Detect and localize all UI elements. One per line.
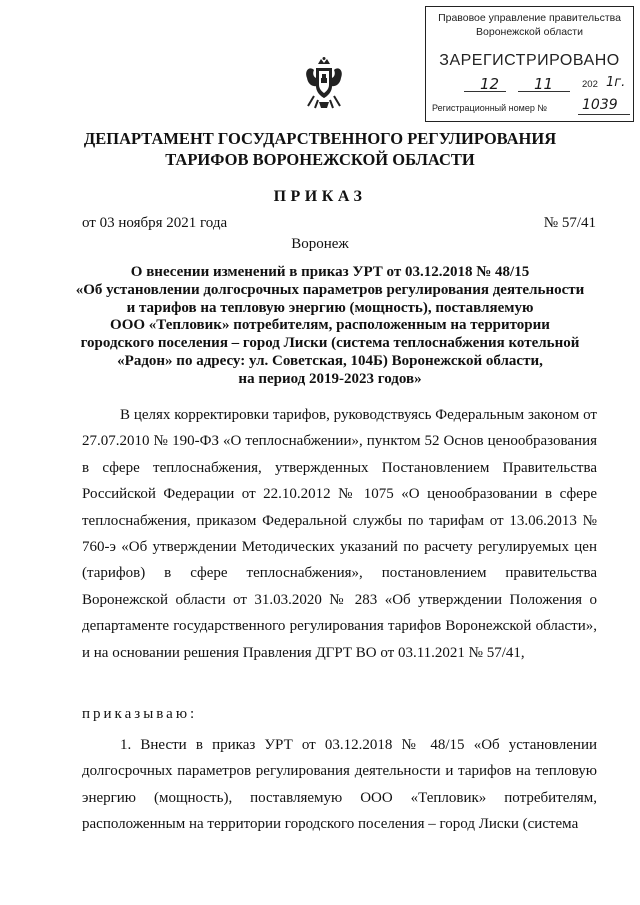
order-command: приказываю: bbox=[82, 706, 198, 722]
order-date: от 03 ноября 2021 года bbox=[82, 215, 228, 231]
stamp-organization bbox=[426, 11, 633, 39]
title-line: городского поселения – город Лиски (система теплоснабжения котельной bbox=[80, 335, 580, 352]
preamble-paragraph: В целях корректировки тарифов, руководствуясь Федеральным законом от 27.07.2010 № 190-ФЗ «О теплоснабжении», пунктом 52 Основ ценообразования в сфере теплоснабжения, утвержденных Постановлением Правительства Российской Федерации от 22.10.2012 № 1075 «О ценообразовании в сфере теплоснабжения, приказом Федеральной службы по тарифам от 13.06.2013 № 760-э «Об утверждении Методических указаний по расчету регулируемых цен (тарифов) в сфере теплоснабжения», постановлением правительства Воронежской области от 31.03.2020 № 283 «Об утверждении Положения о департаменте государственного регулирования тарифов Воронежской области», и на основании решения Правления ДГРТ ВО от 03.11.2021 № 57/41, bbox=[82, 407, 597, 661]
stamp-reg-number-label: Регистрационный номер № bbox=[432, 103, 548, 113]
title-line: на период 2019-2023 годов» bbox=[238, 370, 422, 387]
registration-stamp bbox=[425, 6, 634, 122]
stamp-year-handwritten: 1г. bbox=[606, 75, 626, 90]
title-line: «Радон» по адресу: ул. Советская, 104Б) Воронежской области, bbox=[117, 352, 543, 369]
stamp-month: 11 bbox=[534, 75, 554, 93]
order-number: № 57/41 bbox=[543, 215, 596, 231]
title-line: ООО «Тепловик» потребителям, расположенным на территории bbox=[110, 317, 550, 334]
order-item-1: 1. Внести в приказ УРТ от 03.12.2018 № 48/15 «Об установлении долгосрочных параметров регулирования деятельности и тарифов на тепловую энергию (мощность), поставляемую ООО «Тепловик» потребителям, расположенным на территории городского поселения – город Лиски (система bbox=[82, 737, 597, 833]
title-line: и тарифов на тепловую энергию (мощность), поставляемую bbox=[126, 299, 534, 316]
department-line-1: ДЕПАРТАМЕНТ ГОСУДАРСТВЕННОГО РЕГУЛИРОВАНИЯ bbox=[83, 129, 557, 148]
stamp-reg-number bbox=[432, 97, 618, 113]
stamp-org-line-2: Воронежской области bbox=[476, 26, 583, 38]
department-heading bbox=[0, 128, 640, 170]
stamp-year-prefix: 202 bbox=[582, 79, 598, 90]
title-line: «Об установлении долгосрочных параметров регулирования деятельности bbox=[75, 281, 585, 298]
document-type: ПРИКАЗ bbox=[273, 188, 367, 205]
order-city: Воронеж bbox=[291, 236, 349, 252]
stamp-date bbox=[456, 75, 626, 95]
department-line-2: ТАРИФОВ ВОРОНЕЖСКОЙ ОБЛАСТИ bbox=[165, 150, 475, 169]
stamp-registered-label: ЗАРЕГИСТРИРОВАНО bbox=[439, 52, 620, 69]
order-title bbox=[60, 264, 600, 389]
stamp-day: 12 bbox=[480, 75, 500, 93]
stamp-reg-number-value: 1039 bbox=[582, 97, 618, 113]
title-line: О внесении изменений в приказ УРТ от 03.12.2018 № 48/15 bbox=[130, 264, 530, 280]
coat-of-arms-icon bbox=[304, 56, 344, 110]
stamp-org-line-1: Правовое управление правительства bbox=[438, 12, 621, 24]
